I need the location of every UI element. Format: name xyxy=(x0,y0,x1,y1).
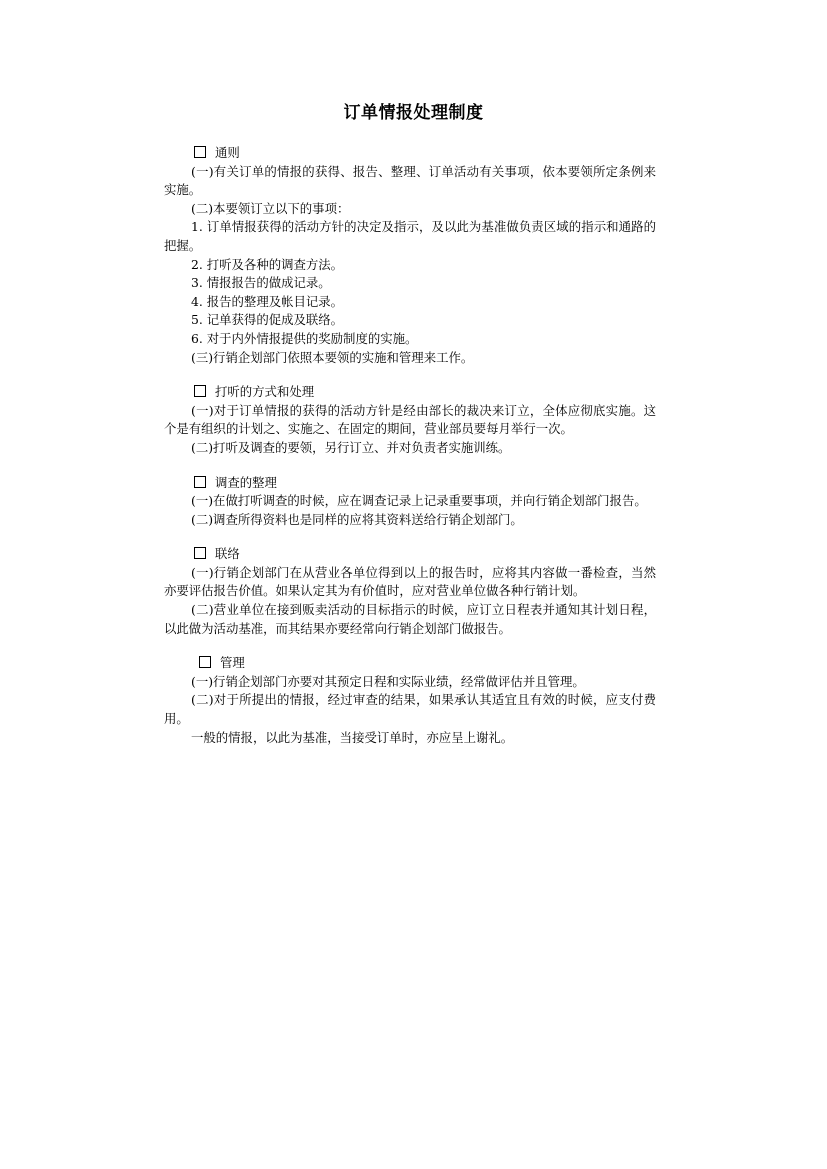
checkbox-square-icon xyxy=(194,547,206,559)
list-item: 4. 报告的整理及帐目记录。 xyxy=(191,293,344,309)
paragraph: (一)在做打听调查的时候，应在调查记录上记录重要事项，并向行销企划部门报告。 xyxy=(191,493,647,509)
paragraph: (二)营业单位在接到贩卖活动的目标指示的时候，应订立日程表并通知其计划日程，以此做为活动基准，而其结果亦要经常向行销企划部门做报告。 xyxy=(164,602,656,636)
section-heading-text: 通则 xyxy=(215,145,240,160)
section-inquiry xyxy=(164,383,656,457)
list-item: 1. 订单情报获得的活动方针的决定及指示，及以此为基准做负责区域的指示和通路的把握。 xyxy=(164,219,656,253)
section-liaison xyxy=(164,545,656,638)
paragraph: (二)调查所得资料也是同样的应将其资料送给行销企划部门。 xyxy=(191,511,523,527)
section-heading xyxy=(164,545,656,564)
section-heading xyxy=(164,474,656,493)
paragraph: (二)对于所提出的情报，经过审查的结果，如果承认其适宜且有效的时候，应支付费用。 xyxy=(164,692,656,727)
checkbox-square-icon xyxy=(199,656,211,668)
section-heading-text: 联络 xyxy=(215,546,240,562)
paragraph: (一)行销企划部门在从营业各单位得到以上的报告时，应将其内容做一番检查，当然亦要评估报告价值。如果认定其为有价值时，应对营业单位做各种行销计划。 xyxy=(164,564,656,599)
section-heading xyxy=(164,654,656,673)
list-item: 5. 记单获得的促成及联络。 xyxy=(191,312,344,328)
checkbox-square-icon xyxy=(194,385,206,397)
section-management xyxy=(164,654,656,747)
document-body xyxy=(164,144,656,747)
paragraph: (一)有关订单的情报的获得、报告、整理、订单活动有关事项，依本要领所定条例来实施。 xyxy=(164,163,656,198)
paragraph: (三)行销企划部门依照本要领的实施和管理来工作。 xyxy=(191,349,474,365)
section-survey xyxy=(164,474,656,530)
paragraph: (二)本要领订立以下的事项： xyxy=(191,200,350,216)
paragraph: (一)行销企划部门亦要对其预定日程和实际业绩，经常做评估并且管理。 xyxy=(191,673,585,689)
section-heading-text: 打听的方式和处理 xyxy=(215,384,315,400)
list-item: 6. 对于内外情报提供的奖励制度的实施。 xyxy=(191,330,418,346)
document-title: 订单情报处理制度 xyxy=(343,103,484,123)
paragraph: (二)打听及调查的要领，另行订立、并对负责者实施训练。 xyxy=(191,439,511,455)
section-heading-text: 调查的整理 xyxy=(215,474,277,490)
section-general xyxy=(164,144,656,367)
section-heading xyxy=(164,144,656,163)
paragraph: (一)对于订单情报的获得的活动方针是经由部长的裁决来订立，全体应彻底实施。这个是有组织的计划之、实施之、在固定的期间，营业部员要每月举行一次。 xyxy=(164,402,656,437)
checkbox-square-icon xyxy=(194,476,206,488)
section-heading-text: 管理 xyxy=(220,655,245,671)
section-heading xyxy=(164,383,656,402)
checkbox-square-icon xyxy=(194,146,206,158)
list-item: 2. 打听及各种的调查方法。 xyxy=(191,256,344,272)
list-item: 3. 情报报告的做成记录。 xyxy=(191,275,331,291)
paragraph: 一般的情报，以此为基准，当接受订单时，亦应呈上谢礼。 xyxy=(191,729,514,745)
